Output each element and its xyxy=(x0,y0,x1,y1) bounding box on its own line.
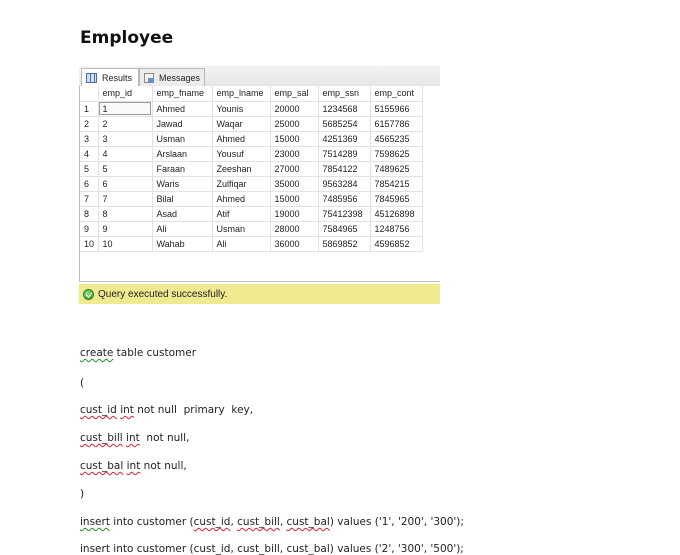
table-cell[interactable]: 6157786 xyxy=(370,116,422,131)
status-text: Query executed successfully. xyxy=(98,288,228,300)
column-header-emp-ssn[interactable]: emp_ssn xyxy=(318,86,370,101)
document-heading: Employee xyxy=(80,28,174,48)
status-bar xyxy=(79,284,440,304)
column-header-emp-fname[interactable]: emp_fname xyxy=(152,86,212,101)
table-cell[interactable]: 7485956 xyxy=(318,191,370,206)
table-cell[interactable]: 9 xyxy=(98,221,152,236)
row-number[interactable]: 1 xyxy=(80,101,98,116)
table-row[interactable] xyxy=(80,191,422,206)
code-line-1 xyxy=(80,347,196,359)
code-token: not null primary key, xyxy=(133,404,254,416)
table-cell[interactable]: 7489625 xyxy=(370,161,422,176)
success-check-icon xyxy=(83,289,94,300)
code-token: , xyxy=(230,516,238,528)
table-cell[interactable]: Usman xyxy=(152,131,212,146)
table-cell[interactable]: Yousuf xyxy=(212,146,270,161)
table-row[interactable] xyxy=(80,146,422,161)
code-token: not null, xyxy=(139,432,190,444)
row-number[interactable]: 10 xyxy=(80,236,98,251)
table-cell[interactable]: 75412398 xyxy=(318,206,370,221)
table-cell[interactable]: 5685254 xyxy=(318,116,370,131)
code-token: into customer ( xyxy=(109,516,194,528)
row-number[interactable]: 8 xyxy=(80,206,98,221)
code-token: cust_id xyxy=(80,404,117,416)
table-cell[interactable]: 2 xyxy=(98,116,152,131)
table-cell[interactable]: 1234568 xyxy=(318,101,370,116)
code-token: ) values ('1', '200', '300'); xyxy=(329,516,464,528)
column-header-emp-lname[interactable]: emp_lname xyxy=(212,86,270,101)
table-cell[interactable]: 23000 xyxy=(270,146,318,161)
row-number[interactable]: 6 xyxy=(80,176,98,191)
code-line-5 xyxy=(80,460,187,472)
code-line-7 xyxy=(80,516,464,528)
table-cell[interactable]: 7845965 xyxy=(370,191,422,206)
table-row[interactable] xyxy=(80,161,422,176)
table-cell[interactable]: Asad xyxy=(152,206,212,221)
table-cell[interactable]: 45126898 xyxy=(370,206,422,221)
table-cell[interactable]: Ahmed xyxy=(152,101,212,116)
table-cell[interactable]: 9563284 xyxy=(318,176,370,191)
table-cell[interactable]: Waqar xyxy=(212,116,270,131)
code-token: table customer xyxy=(113,347,197,359)
table-cell[interactable]: 5869852 xyxy=(318,236,370,251)
table-cell[interactable]: 19000 xyxy=(270,206,318,221)
table-row[interactable] xyxy=(80,221,422,236)
results-tab-bar xyxy=(79,66,440,87)
table-cell[interactable]: 25000 xyxy=(270,116,318,131)
table-cell[interactable]: 7598625 xyxy=(370,146,422,161)
row-number[interactable]: 5 xyxy=(80,161,98,176)
table-cell[interactable]: Atif xyxy=(212,206,270,221)
table-cell[interactable]: 5 xyxy=(98,161,152,176)
table-cell[interactable]: 35000 xyxy=(270,176,318,191)
results-grid[interactable] xyxy=(79,86,440,282)
code-line-3 xyxy=(80,404,253,416)
table-row[interactable] xyxy=(80,236,422,251)
code-token: int xyxy=(126,432,140,444)
column-header-emp-id[interactable]: emp_id xyxy=(98,86,152,101)
code-token: , xyxy=(279,516,287,528)
code-token: cust_id xyxy=(193,516,231,528)
table-cell[interactable]: 4565235 xyxy=(370,131,422,146)
table-cell[interactable]: 27000 xyxy=(270,161,318,176)
row-number[interactable]: 2 xyxy=(80,116,98,131)
row-number[interactable]: 4 xyxy=(80,146,98,161)
table-row[interactable] xyxy=(80,101,422,116)
table-cell[interactable]: 6 xyxy=(98,176,152,191)
tab-messages-label: Messages xyxy=(158,72,200,83)
table-cell[interactable]: 15000 xyxy=(270,191,318,206)
table-cell[interactable]: Ali xyxy=(212,236,270,251)
table-cell[interactable]: Ali xyxy=(152,221,212,236)
table-header-row xyxy=(80,86,422,101)
column-header-rownum xyxy=(80,86,98,101)
code-line-6: ) xyxy=(80,488,85,500)
table-cell[interactable]: 7854215 xyxy=(370,176,422,191)
table-cell[interactable]: 7854122 xyxy=(318,161,370,176)
table-cell[interactable]: 1 xyxy=(98,101,152,116)
table-cell[interactable]: Jawad xyxy=(152,116,212,131)
code-line-2: ( xyxy=(80,377,85,389)
table-cell[interactable]: Bilal xyxy=(152,191,212,206)
table-row[interactable] xyxy=(80,116,422,131)
table-cell[interactable]: Zeeshan xyxy=(212,161,270,176)
code-token: cust_bal xyxy=(286,516,330,528)
table-cell[interactable]: 10 xyxy=(98,236,152,251)
code-token: cust_bill xyxy=(80,432,123,444)
table-cell[interactable]: 8 xyxy=(98,206,152,221)
table-cell[interactable]: 15000 xyxy=(270,131,318,146)
results-table xyxy=(80,86,423,252)
table-cell[interactable]: 4596852 xyxy=(370,236,422,251)
table-cell[interactable]: Zulfiqar xyxy=(212,176,270,191)
table-cell[interactable]: 7 xyxy=(98,191,152,206)
table-cell[interactable]: 28000 xyxy=(270,221,318,236)
column-header-emp-cont[interactable]: emp_cont xyxy=(370,86,422,101)
row-number[interactable]: 7 xyxy=(80,191,98,206)
table-cell[interactable]: Ahmed xyxy=(212,191,270,206)
row-number[interactable]: 9 xyxy=(80,221,98,236)
table-cell[interactable]: 20000 xyxy=(270,101,318,116)
table-cell[interactable]: Younis xyxy=(212,101,270,116)
column-header-emp-sal[interactable]: emp_sal xyxy=(270,86,318,101)
code-token: int xyxy=(126,460,141,472)
messages-icon xyxy=(144,73,154,83)
tab-messages[interactable] xyxy=(139,68,205,86)
code-token: insert xyxy=(80,516,110,528)
table-cell[interactable]: 5155966 xyxy=(370,101,422,116)
table-cell[interactable]: 3 xyxy=(98,131,152,146)
table-cell[interactable]: Usman xyxy=(212,221,270,236)
code-line-8: insert into customer (cust_id, cust_bill, cust_bal) values ('2', '300', '500'); xyxy=(80,543,464,555)
table-cell[interactable]: 4251369 xyxy=(318,131,370,146)
row-number[interactable]: 3 xyxy=(80,131,98,146)
table-cell[interactable]: Ahmed xyxy=(212,131,270,146)
grid-icon xyxy=(86,73,97,83)
code-token: not null, xyxy=(140,460,187,472)
table-row[interactable] xyxy=(80,206,422,221)
table-cell[interactable]: 1248756 xyxy=(370,221,422,236)
table-cell[interactable]: 36000 xyxy=(270,236,318,251)
table-row[interactable] xyxy=(80,176,422,191)
table-cell[interactable]: 7514289 xyxy=(318,146,370,161)
code-token: cust_bal xyxy=(80,460,124,472)
table-cell[interactable]: Arslaan xyxy=(152,146,212,161)
code-token: cust_bill xyxy=(237,516,280,528)
tab-results-label: Results xyxy=(102,72,133,83)
table-cell[interactable]: 4 xyxy=(98,146,152,161)
code-token: create xyxy=(80,347,114,359)
tab-results[interactable] xyxy=(81,68,139,86)
query-results-panel xyxy=(79,66,440,306)
code-token: int xyxy=(120,404,134,416)
table-cell[interactable]: Faraan xyxy=(152,161,212,176)
table-cell[interactable]: Waris xyxy=(152,176,212,191)
table-cell[interactable]: 7584965 xyxy=(318,221,370,236)
table-cell[interactable]: Wahab xyxy=(152,236,212,251)
code-line-4 xyxy=(80,432,189,444)
table-row[interactable] xyxy=(80,131,422,146)
